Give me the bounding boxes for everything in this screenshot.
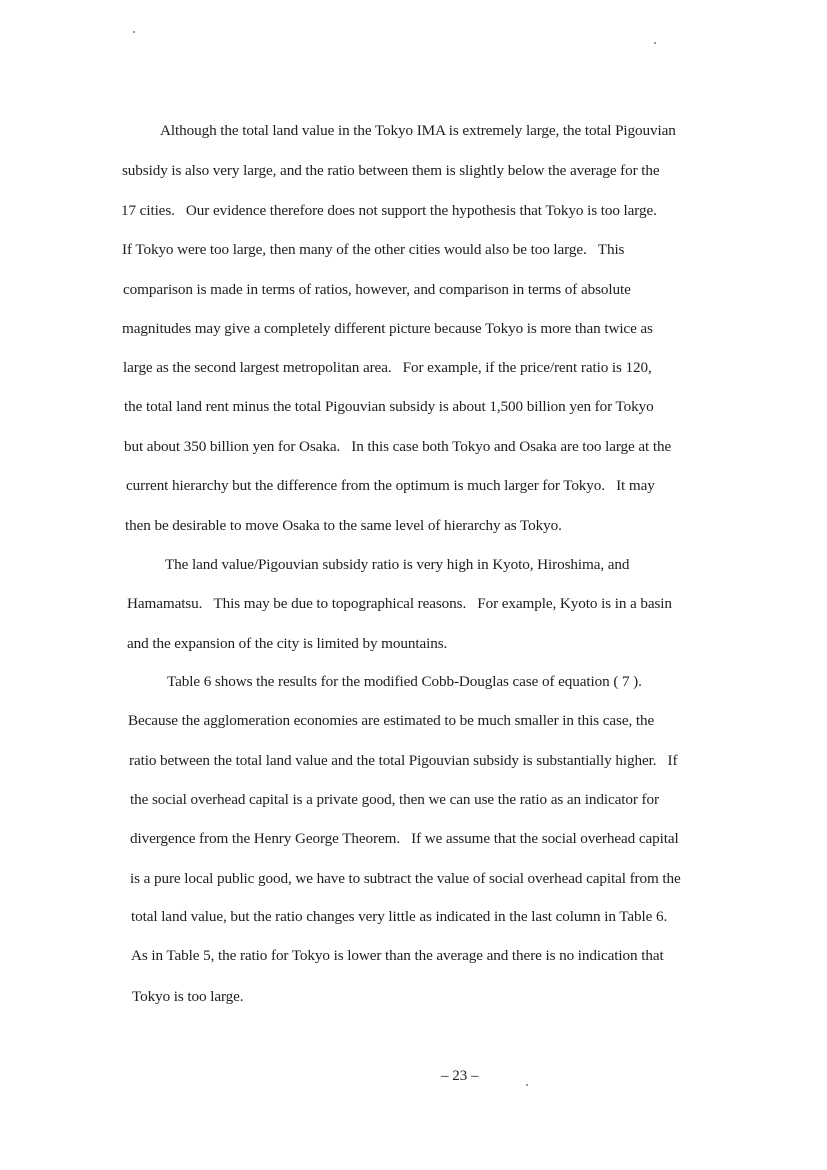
scan-speck xyxy=(133,31,135,33)
text-line: and the expansion of the city is limited by mountains. xyxy=(127,635,448,652)
text-line: is a pure local public good, we have to subtract the value of social overhead capital from the xyxy=(130,870,681,887)
text-line: Hamamatsu. This may be due to topographical reasons. For example, Kyoto is in a basin xyxy=(127,595,672,612)
text-line: subsidy is also very large, and the ratio between them is slightly below the average for the xyxy=(122,162,660,179)
text-line: then be desirable to move Osaka to the same level of hierarchy as Tokyo. xyxy=(125,517,562,534)
text-line: large as the second largest metropolitan area. For example, if the price/rent ratio is 120, xyxy=(123,359,652,376)
scan-speck xyxy=(526,1084,528,1086)
scan-speck xyxy=(654,42,656,44)
text-line: If Tokyo were too large, then many of the other cities would also be too large. This xyxy=(122,241,625,258)
text-line: magnitudes may give a completely different picture because Tokyo is more than twice as xyxy=(122,320,653,337)
text-line: As in Table 5, the ratio for Tokyo is lower than the average and there is no indication that xyxy=(131,947,664,964)
page-number: – 23 – xyxy=(441,1068,479,1084)
text-line: Tokyo is too large. xyxy=(132,988,244,1005)
text-line: ratio between the total land value and the total Pigouvian subsidy is substantially higher. If xyxy=(129,752,678,769)
text-line: The land value/Pigouvian subsidy ratio is very high in Kyoto, Hiroshima, and xyxy=(165,556,630,573)
text-line: the total land rent minus the total Pigouvian subsidy is about 1,500 billion yen for Tokyo xyxy=(124,398,654,415)
text-line: total land value, but the ratio changes very little as indicated in the last column in Table 6. xyxy=(131,908,668,925)
text-line: Table 6 shows the results for the modified Cobb-Douglas case of equation ( 7 ). xyxy=(167,673,642,690)
text-line: Although the total land value in the Tokyo IMA is extremely large, the total Pigouvian xyxy=(160,122,676,139)
text-line: Because the agglomeration economies are estimated to be much smaller in this case, the xyxy=(128,712,655,729)
text-line: the social overhead capital is a private good, then we can use the ratio as an indicator for xyxy=(130,791,659,808)
text-line: 17 cities. Our evidence therefore does not support the hypothesis that Tokyo is too large. xyxy=(121,202,657,219)
text-line: comparison is made in terms of ratios, however, and comparison in terms of absolute xyxy=(123,281,631,298)
text-line: divergence from the Henry George Theorem. If we assume that the social overhead capital xyxy=(130,830,679,847)
text-line: current hierarchy but the difference from the optimum is much larger for Tokyo. It may xyxy=(126,477,655,494)
text-line: but about 350 billion yen for Osaka. In this case both Tokyo and Osaka are too large at the xyxy=(124,438,672,455)
